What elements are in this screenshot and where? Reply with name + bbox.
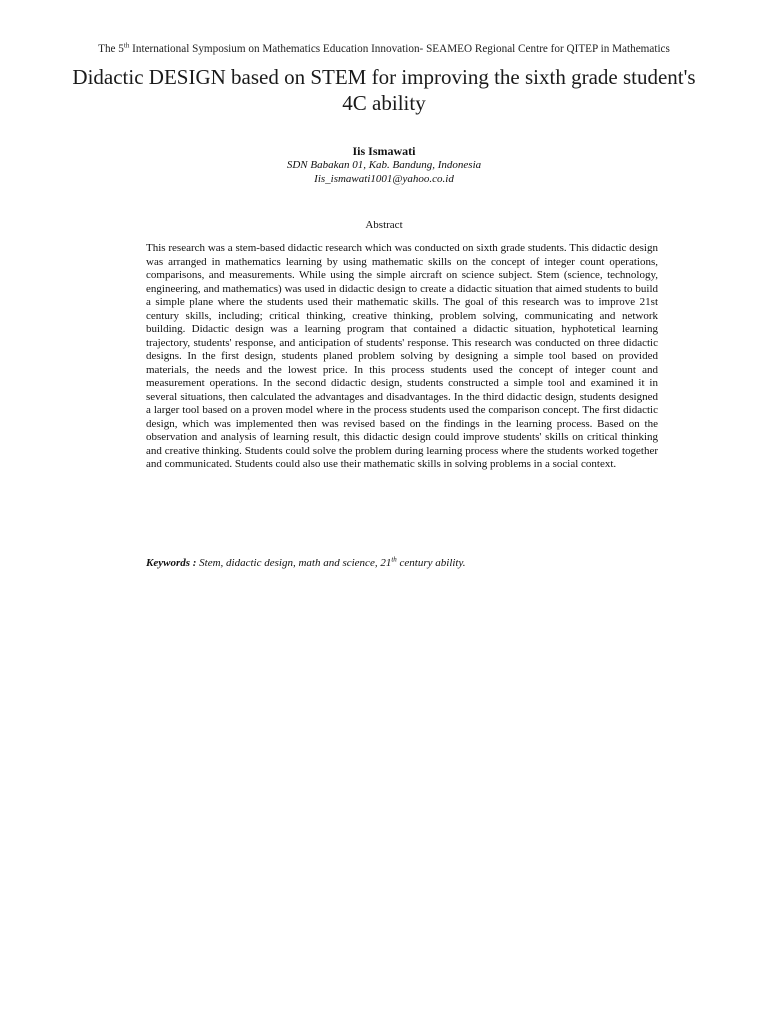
keywords-text-after: century ability. [396, 557, 466, 569]
conference-header [0, 42, 768, 56]
author-email: Iis_ismawati1001@yahoo.co.id [314, 173, 454, 185]
keywords-line [146, 556, 658, 570]
abstract-heading: Abstract [365, 219, 403, 231]
author-name: Iis Ismawati [352, 144, 416, 158]
header-superscript: th [123, 41, 130, 50]
paper-title: Didactic DESIGN based on STEM for improving the sixth grade student's 4C ability [72, 65, 696, 115]
keywords-text-before: Stem, didactic design, math and science, 21 [196, 557, 392, 569]
author-affiliation: SDN Babakan 01, Kab. Bandung, Indonesia [286, 159, 482, 171]
keywords-label: Keywords : [146, 557, 197, 569]
header-suffix: International Symposium on Mathematics Education Innovation- SEAMEO Regional Centre for QITEP in Mathematics [129, 43, 670, 55]
header-prefix: The 5 [98, 43, 124, 55]
abstract-body: This research was a stem-based didactic research which was conducted on sixth grade students. This didactic design was arranged in mathematics learning by using mathematic skills on the concept of integer count operations, comparisons, and measurements. While using the simple aircraft on science subject. Stem (science, technology, engineering, and mathematics) was used in didactic design to create a didactic situation that aimed students to build a simple plane where the students used their mathematic skills. The goal of this research was to improve 21st century skills, including; critical thinking, creative thinking, problem solving, communicating and network building. Didactic design was a learning program that contained a didactic situation, hyphotetical learning trajectory, students' response, and anticipation of students' response. This research was conducted on three didactic designs. In the first design, students planed problem solving by designing a simple tool based on provided materials, the needs and the lowest price. In this process students used the concept of integer count and measurement operations. In the second didactic design, students constructed a simple tool and examined it in several situations, then calculated the advantages and disadvantages. In the third didactic design, students designed a larger tool based on a proven model where in the process students used the comparison concept. The first didactic design, which was implemented then was revised based on the findings in the learning process. Based on the observation and analysis of learning result, this didactic design could improve students' skills on critical thinking and creative thinking. Students could solve the problem during learning process where the students worked together and communicated. Students could also use their mathematic skills in solving problems in a social context. [146, 242, 658, 470]
keywords-superscript: th [391, 555, 397, 564]
